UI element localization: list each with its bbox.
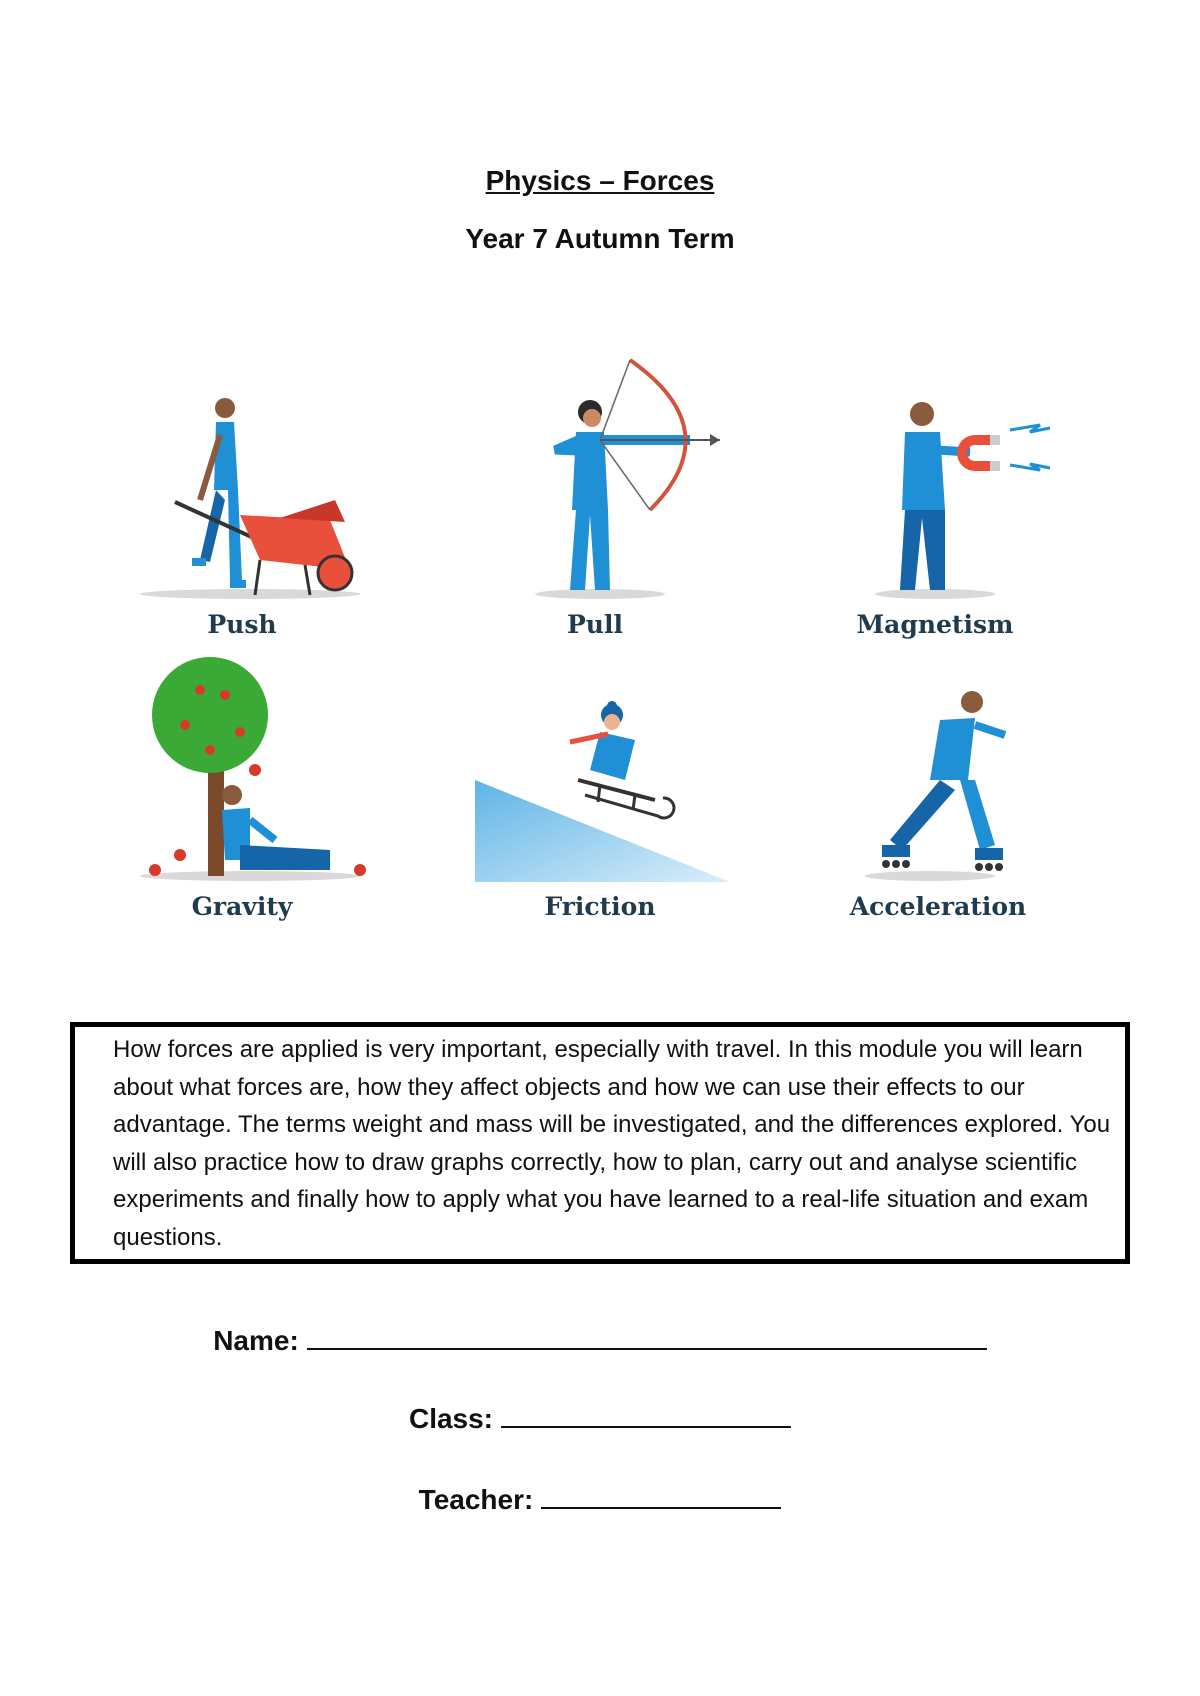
page-title: Physics – Forces (485, 165, 715, 196)
teacher-field-row (0, 1484, 1200, 1516)
force-label-push: Push (207, 610, 277, 639)
teacher-label: Teacher: (418, 1484, 534, 1515)
force-label-gravity: Gravity (191, 892, 293, 921)
page-subtitle: Year 7 Autumn Term (465, 223, 735, 254)
module-introduction-box (70, 1022, 1130, 1264)
force-label-friction: Friction (544, 892, 656, 921)
horseshoe-magnet-icon (875, 402, 1050, 599)
module-introduction-text: How forces are applied is very important, especially with travel. In this module you will learn about what forces are, how they affect objects and how we can use their effects to our advantage. The terms weight and mass will be investigated, and the differences explored. You will also practice how to draw graphs correctly, how to plan, carry out and analyse scientific experiments and finally how to apply what you have learned to a real-life situation and exam questions. (113, 1036, 1111, 1251)
roller-skater-icon (865, 691, 1005, 881)
class-label: Class: (408, 1403, 494, 1434)
sled-on-slope-icon (475, 701, 730, 882)
name-label: Name: (213, 1325, 299, 1356)
name-field-row (0, 1325, 1200, 1357)
class-blank-line[interactable] (501, 1404, 791, 1428)
wheelbarrow-push-icon (140, 398, 360, 599)
archery-bow-pull-icon (535, 360, 720, 599)
class-field-row (0, 1403, 1200, 1435)
force-label-magnetism: Magnetism (856, 610, 1014, 639)
forces-illustration-panel (130, 340, 1080, 940)
apple-tree-gravity-icon (140, 657, 366, 881)
teacher-blank-line[interactable] (541, 1485, 781, 1509)
name-blank-line[interactable] (307, 1326, 987, 1350)
force-label-pull: Pull (567, 610, 623, 639)
force-label-acceleration: Acceleration (849, 892, 1027, 921)
